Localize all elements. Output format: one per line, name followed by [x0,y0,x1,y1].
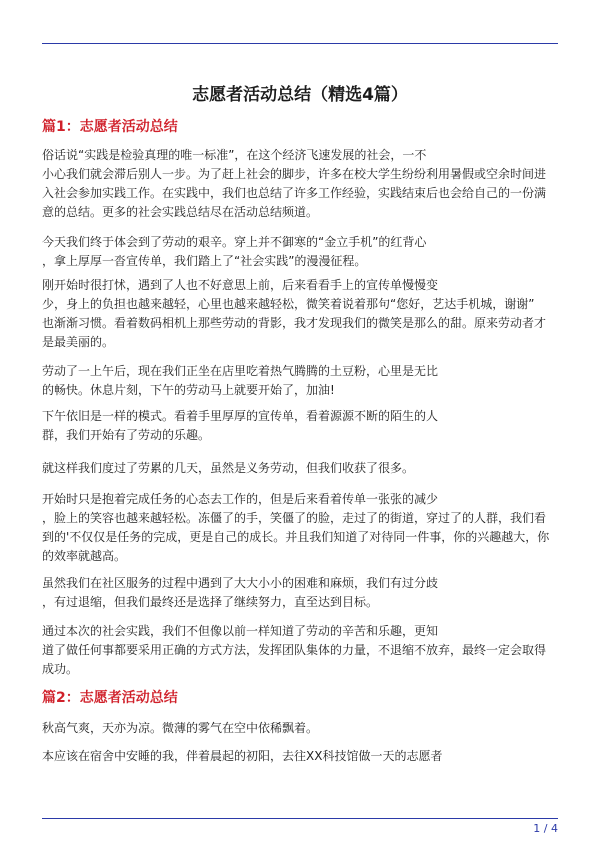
paragraph: 刚开始时很打怵，遇到了人也不好意思上前，后来看看手上的宣传单慢慢变 少，身上的负担也越来越轻，心里也越来越轻松，微笑着说着那句“您好，艺达手机城，谢谢” 也渐渐习惯。看着数码相机上那些劳动的背影，我才发现我们的微笑是那么的甜。原来劳动者才 是最美丽的。 [42,278,547,349]
paragraph: 就这样我们度过了劳累的几天，虽然是义务劳动，但我们收获了很多。 [42,461,415,475]
section-heading-2: 篇2：志愿者活动总结 [42,690,178,706]
paragraph: 今天我们终于体会到了劳动的艰辛。穿上并不御寒的“金立手机”的红背心 ，拿上厚厚一沓宣传单，我们踏上了“社会实践”的漫漫征程。 [42,235,427,268]
paragraph: 开始时只是抱着完成任务的心态去工作的，但是后来看着传单一张张的减少 ，脸上的笑容也越来越轻松。冻僵了的手，笑僵了的脸，走过了的街道，穿过了的人群，我们看 到的'不仅仅是任务的完成，更是自己的成长。并且我们知道了对待同一件事，你的兴趣越大，你 的效率就越高。 [42,492,550,563]
document-title: 志愿者活动总结（精选4篇） [192,85,408,105]
section-heading-1: 篇1：志愿者活动总结 [42,119,178,135]
paragraph: 俗话说“实践是检验真理的唯一标准”，在这个经济飞速发展的社会，一不 小心我们就会滞后别人一步。为了赶上社会的脚步，许多在校大学生纷纷利用暑假或空余时间进 入社会参加实践工作。在实践中，我们也总结了许多工作经验，实践结束后也会给自己的一份满 意的总结。更多的社会实践总结尽在活动总结频道。 [42,148,547,219]
paragraph: 通过本次的社会实践，我们不但像以前一样知道了劳动的辛苦和乐趣，更知 道了做任何事都要采用正确的方式方法，发挥团队集体的力量，不退缩不放弃，最终一定会取得 成功。 [42,624,547,676]
paragraph: 秋高气爽，天亦为凉。微薄的雾气在空中依稀飘着。 [42,721,319,735]
page-number: 1 / 4 [533,822,558,835]
paragraph: 本应该在宿舍中安睡的我，伴着晨起的初阳，去往XX科技馆做一天的志愿者 [42,749,443,763]
paragraph: 下午依旧是一样的模式。看着手里厚厚的宣传单，看着源源不断的陌生的人 群，我们开始有了劳动的乐趣。 [42,409,439,442]
header-rule [42,43,558,44]
paragraph: 劳动了一上午后，现在我们正坐在店里吃着热气腾腾的土豆粉，心里是无比 的畅快。休息片刻，下午的劳动马上就要开始了，加油! [42,364,439,397]
paragraph: 虽然我们在社区服务的过程中遇到了大大小小的困难和麻烦，我们有过分歧 ，有过退缩，但我们最终还是选择了继续努力，直至达到目标。 [42,576,439,609]
footer-rule [42,818,558,819]
